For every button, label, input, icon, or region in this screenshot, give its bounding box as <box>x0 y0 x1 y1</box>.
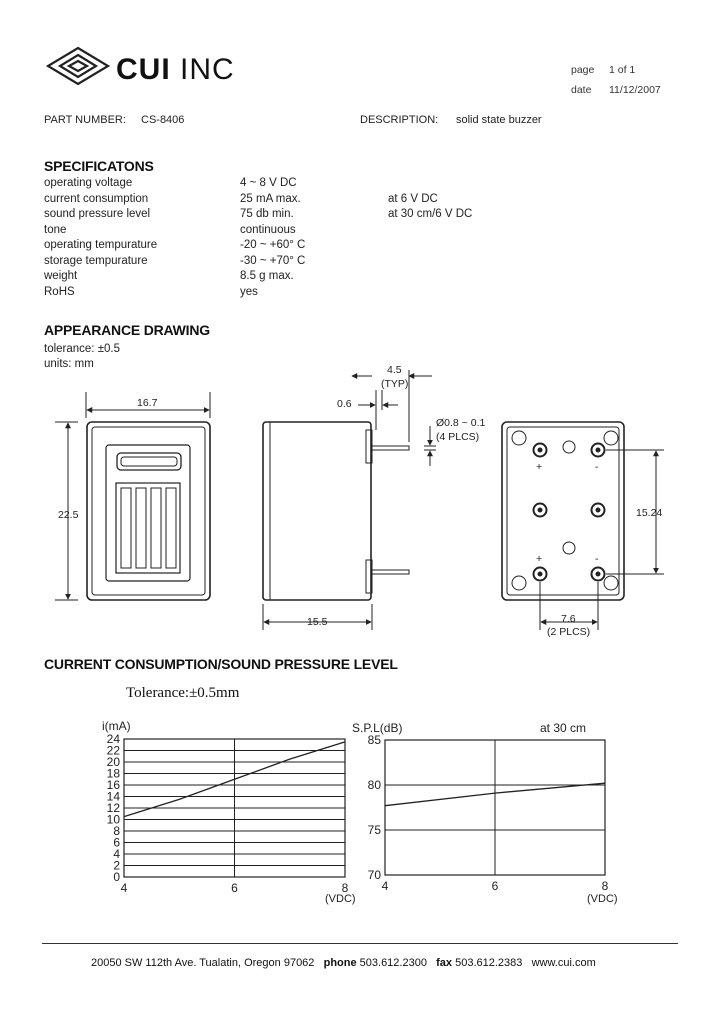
spec-value: yes <box>240 285 258 298</box>
spec-condition: at 30 cm/6 V DC <box>388 208 473 220</box>
spec-name: tone <box>44 223 67 236</box>
current-chart-ytick: 22 <box>106 743 120 758</box>
current-chart-ytick: 16 <box>106 778 120 792</box>
dim-width: 16.7 <box>137 397 158 409</box>
spec-row <box>44 269 544 285</box>
spec-name: storage tempurature <box>44 254 148 267</box>
dim-pin-span: 15.24 <box>636 507 663 519</box>
footer-phone-label: phone <box>323 957 357 969</box>
current-chart-xunit: (VDC) <box>325 893 356 905</box>
pin-minus-bottom: - <box>595 553 599 565</box>
company-logo <box>44 44 112 90</box>
curves-tolerance: Tolerance:±0.5mm <box>126 685 240 701</box>
spec-value: 25 mA max. <box>240 192 301 205</box>
spec-value: 4 ~ 8 V DC <box>240 177 297 189</box>
specifications-table <box>44 176 544 300</box>
dim-depth: 15.5 <box>307 616 328 628</box>
pin-plus-bottom: + <box>536 553 543 565</box>
front-view <box>55 392 210 600</box>
spec-row <box>44 176 544 192</box>
date-label: date <box>571 84 592 96</box>
current-chart-ytick: 8 <box>113 824 120 838</box>
page-value: 1 of 1 <box>609 64 636 76</box>
current-chart-ytick: 24 <box>106 732 120 746</box>
pin-minus-top: - <box>595 461 599 473</box>
footer-web: www.cui.com <box>531 957 596 969</box>
current-chart-ytick: 6 <box>113 835 120 850</box>
spec-name: operating tempurature <box>44 239 158 251</box>
spec-row <box>44 192 544 208</box>
footer-address: 20050 SW 112th Ave. Tualatin, Oregon 97062 <box>91 957 315 969</box>
dim-pin-diameter: Ø0.8 ~ 0.1 <box>436 417 486 429</box>
company-name: CUI INC <box>116 53 235 86</box>
spec-name: RoHS <box>44 285 75 298</box>
current-chart-ytick: 4 <box>113 847 120 861</box>
current-chart-ylabel: i(mA) <box>102 719 131 733</box>
current-chart-ytick: 12 <box>106 801 120 815</box>
spl-chart-xtick: 6 <box>491 879 499 893</box>
spec-name: weight <box>44 270 78 282</box>
pin-plus-top: + <box>536 461 543 473</box>
spec-row <box>44 254 544 270</box>
tolerance-note: tolerance: ±0.5 <box>44 343 120 355</box>
curves-title: CURRENT CONSUMPTION/SOUND PRESSURE LEVEL <box>44 656 398 672</box>
footer-fax-label: fax <box>436 957 453 969</box>
dim-pin-pitch: 7.6 <box>561 613 576 625</box>
spl-chart-ylabel: S.P.L(dB) <box>352 721 403 735</box>
spec-value: 8.5 g max. <box>240 270 294 282</box>
spl-chart <box>0 710 720 910</box>
description-value: solid state buzzer <box>456 114 542 126</box>
current-chart-xtick: 6 <box>231 881 238 895</box>
spl-chart-note: at 30 cm <box>540 721 587 735</box>
footer-divider <box>42 943 678 944</box>
units-note: units: mm <box>44 358 94 370</box>
part-number-label: PART NUMBER: <box>44 114 126 126</box>
spec-value: continuous <box>240 223 296 236</box>
part-number-value: CS-8406 <box>141 114 185 126</box>
spec-row <box>44 238 544 254</box>
date-value: 11/12/2007 <box>609 84 661 96</box>
spec-name: sound pressure level <box>44 208 151 220</box>
current-chart-ytick: 2 <box>113 858 120 873</box>
current-chart-xtick: 8 <box>341 881 349 895</box>
current-chart-xtick: 4 <box>120 881 128 895</box>
spl-chart-ytick: 85 <box>367 733 381 747</box>
current-chart-ytick: 14 <box>106 789 120 804</box>
footer-phone: 503.612.2300 <box>359 957 427 969</box>
appearance-title: APPEARANCE DRAWING <box>44 322 210 338</box>
spec-name: operating voltage <box>44 177 133 189</box>
dim-pin-pitch-note: (2 PLCS) <box>547 626 591 638</box>
specifications-title: SPECIFICATONS <box>44 158 154 174</box>
description-label: DESCRIPTION: <box>360 114 439 126</box>
dim-pin-length: 4.5 <box>387 364 402 376</box>
dim-flange: 0.6 <box>337 398 352 410</box>
spec-row <box>44 223 544 239</box>
spl-chart-xtick: 4 <box>381 879 389 893</box>
page-label: page <box>571 64 595 76</box>
dim-pin-diameter-note: (4 PLCS) <box>436 431 480 443</box>
spec-row <box>44 207 544 223</box>
spl-chart-xunit: (VDC) <box>587 893 618 905</box>
current-chart-ytick: 20 <box>106 755 120 769</box>
current-chart-ytick: 18 <box>106 766 120 781</box>
spec-name: current consumption <box>44 192 149 205</box>
spec-row <box>44 285 544 301</box>
appearance-drawing <box>0 360 720 650</box>
spl-chart-ytick: 70 <box>367 868 381 882</box>
spec-value: -30 ~ +70° C <box>240 254 306 267</box>
spl-chart-ytick: 80 <box>367 778 381 792</box>
spl-chart-ytick: 75 <box>367 823 381 837</box>
footer-fax: 503.612.2383 <box>455 957 523 969</box>
spl-chart-xtick: 8 <box>601 879 609 893</box>
footer <box>91 957 596 969</box>
spec-condition: at 6 V DC <box>388 192 438 205</box>
spec-value: -20 ~ +60° C <box>240 239 306 251</box>
dim-pin-length-note: (TYP) <box>381 378 409 390</box>
current-chart-ytick: 0 <box>113 870 120 884</box>
spec-value: 75 db min. <box>240 208 294 220</box>
current-chart-ytick: 10 <box>106 812 120 827</box>
bottom-view <box>502 422 664 630</box>
dim-height: 22.5 <box>58 509 79 521</box>
